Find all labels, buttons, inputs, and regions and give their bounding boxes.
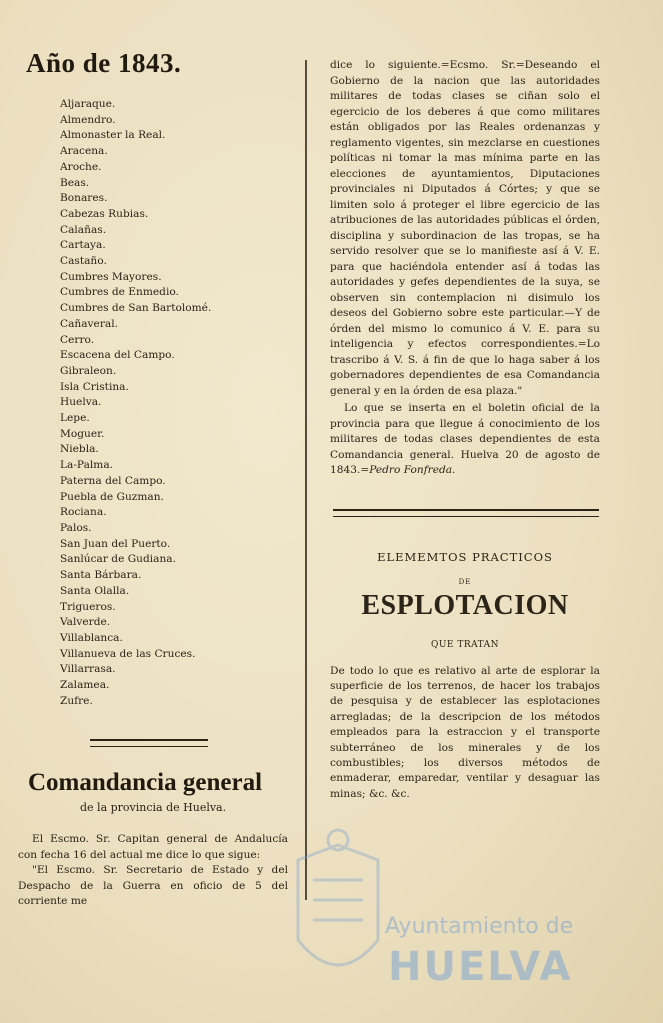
body-paragraph-2: "El Escmo. Sr. Secretario de Estado y del Despacho de la Guerra en oficio de 5 del corriente me xyxy=(18,864,288,908)
town-item: Villablanca. xyxy=(60,631,123,644)
column-divider xyxy=(305,60,307,900)
town-item: Cerro. xyxy=(60,333,95,346)
town-item: Escacena del Campo. xyxy=(60,349,175,362)
body-paragraph-1: El Escmo. Sr. Capitan general de Andalucía con fecha 16 del actual me dice lo que sigue: xyxy=(18,833,288,861)
year-title: Año de 1843. xyxy=(26,48,182,78)
town-item: Cumbres de Enmedio. xyxy=(60,286,179,299)
town-item: Niebla. xyxy=(60,443,99,456)
town-item: Cañaveral. xyxy=(60,317,118,330)
town-item: Villarrasa. xyxy=(60,663,116,676)
town-item: Palos. xyxy=(60,521,92,534)
ad-title: ESPLOTACION xyxy=(361,589,569,621)
town-item: Almonaster la Real. xyxy=(60,129,166,142)
right-column xyxy=(330,58,600,802)
section-title: Comandancia general xyxy=(28,769,263,797)
town-item: Zalamea. xyxy=(60,679,110,692)
ad-heading: ELEMEMTOS PRACTICOS xyxy=(377,549,553,564)
town-item: Cumbres de San Bartolomé. xyxy=(60,302,212,315)
town-item: Santa Bárbara. xyxy=(60,569,142,582)
section-divider xyxy=(90,739,208,747)
town-item: Castaño. xyxy=(60,255,107,268)
town-item: Rociana. xyxy=(60,506,107,519)
town-item: Zufre. xyxy=(60,694,93,707)
town-item: Santa Olalla. xyxy=(60,584,130,597)
town-item: Aracena. xyxy=(60,145,108,158)
watermark-line-1: Ayuntamiento de xyxy=(385,914,574,939)
right-body xyxy=(330,58,600,479)
town-item: Isla Cristina. xyxy=(60,380,129,393)
ad-body: De todo lo que es relativo al arte de esplorar la superficie de los terrenos, de hacer los trabajos de pesquisa y de establecer las esplotaciones arregladas; de la descripcion de los métodos empleados para la estraccion y el transporte subterráneo de los minerales y de los combustibles; los diversos métodos de enmaderar, emparedar, ventilar y desaguar las minas; &c. &c. xyxy=(330,664,600,800)
town-item: Cartaya. xyxy=(60,239,106,252)
ad-divider xyxy=(333,509,599,517)
right-paragraph-1: dice lo siguiente.=Ecsmo. Sr.=Deseando el Gobierno de la nacion que las autoridades militares de todas clases se ciñan solo el egercicio de los deberes á que como militares están obligados por las Reales ordenanzas y reglamento vigentes, sin mezclarse en cuestiones políticas ni tomar la mas mínima parte en las elecciones de ayuntamientos, Diputaciones provinciales ni Diputados á Córtes; y que se limiten solo á proteger el libre egercicio de las atribuciones de las autoridades públicas el órden, disciplina y subordinacion de las tropas, se ha servido resolver que se lo manifieste así á V. E. para que haciéndola entender así á todas las autoridades y gefes dependientes de la suya, se observen sin contemplacion ni disimulo los deseos del Gobierno sobre este particular.—Y de órden del mismo lo comunico á V. E. para su inteligencia y efectos correspondientes.=Lo trascribo á V. S. á fin de que lo haga saber á los gobernadores dependientes de esa Comandancia general y en la órden de esa plaza." xyxy=(330,59,600,397)
left-body xyxy=(18,832,288,909)
town-item: Cabezas Rubias. xyxy=(60,207,149,220)
town-item: Cumbres Mayores. xyxy=(60,270,162,283)
watermark-line-2: HUELVA xyxy=(388,944,573,990)
right-paragraph-2-text: Lo que se inserta en el boletin oficial de la provincia para que llegue á conocimiento de los militares de todas clases dependientes de esta Comandancia general. Huelva 20 de agosto de 1843.= xyxy=(330,402,600,476)
town-list xyxy=(18,97,288,709)
signature: Pedro Fonfreda. xyxy=(369,464,456,476)
town-item: Paterna del Campo. xyxy=(60,474,166,487)
town-item: Beas. xyxy=(60,176,90,189)
town-item: Gibraleon. xyxy=(60,364,117,377)
ad-que-tratan: QUE TRATAN xyxy=(430,639,500,650)
section-subtitle: de la provincia de Huelva. xyxy=(80,801,227,815)
town-item: Calañas. xyxy=(60,223,107,236)
town-item: La-Palma. xyxy=(60,459,114,472)
town-item: San Juan del Puerto. xyxy=(60,537,171,550)
town-item: Trigueros. xyxy=(60,600,116,613)
town-item: Aroche. xyxy=(60,160,102,173)
town-item: Moguer. xyxy=(60,427,105,440)
town-item: Puebla de Guzman. xyxy=(60,490,164,503)
town-item: Villanueva de las Cruces. xyxy=(60,647,196,660)
town-item: Almendro. xyxy=(60,113,116,126)
ad-de: DE xyxy=(458,577,472,586)
town-item: Huelva. xyxy=(60,396,102,409)
town-item: Lepe. xyxy=(60,412,90,425)
right-paragraph-2 xyxy=(330,401,600,479)
town-item: Bonares. xyxy=(60,192,108,205)
town-item: Aljaraque. xyxy=(60,98,116,110)
town-item: Valverde. xyxy=(60,616,111,629)
town-item: Sanlúcar de Gudiana. xyxy=(60,553,176,566)
left-column xyxy=(18,40,288,909)
